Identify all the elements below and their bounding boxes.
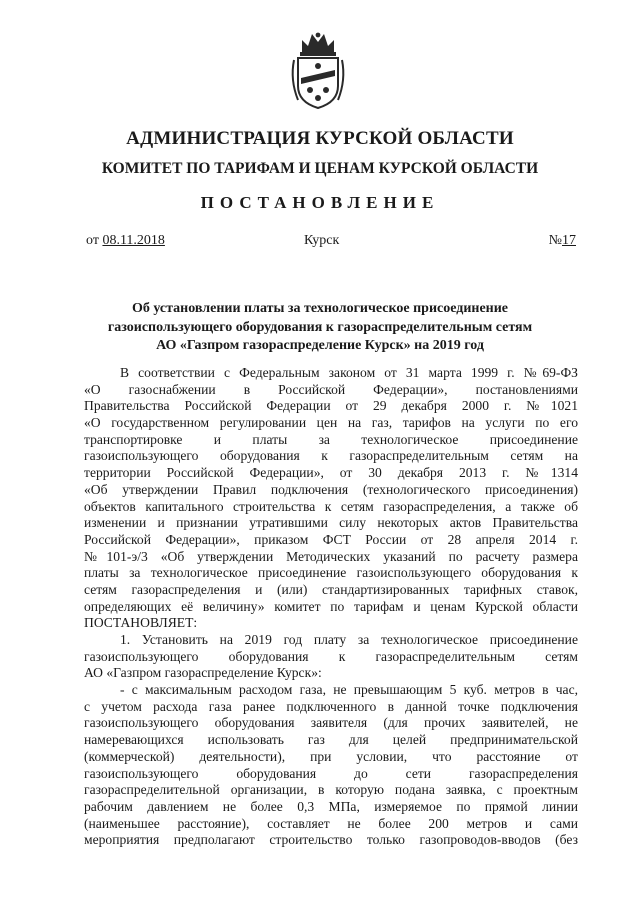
body-line: платы за технологическое присоединение газоиспользующего оборудования к: [84, 565, 578, 581]
body-line: газоиспользующего оборудования заявителя (для прочих заявителей, не: [84, 715, 578, 731]
body-line: (коммерческой) деятельности), при условии, что расстояние от: [84, 748, 578, 764]
body-line: газоиспользующего оборудования до сети газораспределения: [84, 765, 578, 781]
document-title: [60, 300, 580, 356]
document-city: Курск: [304, 233, 340, 248]
body-line: 1. Установить на 2019 год плату за технологическое присоединение: [120, 632, 578, 647]
body-line: ПОСТАНОВЛЯЕТ:: [84, 615, 198, 631]
body-line: - с максимальным расходом газа, не превышающим 5 куб. метров в час,: [120, 682, 578, 698]
body-line: изменении и признании утратившими силу некоторых актов Правительства: [84, 515, 578, 531]
body-line: №101-э/3 «Об утверждении Методических указаний по расчету размера: [84, 548, 578, 564]
body-line: В соответствии с Федеральным законом от 31 марта 1999 г. №69-ФЗ: [120, 365, 578, 380]
coat-of-arms-emblem: [288, 30, 348, 112]
body-line: объектов капитального строительства к сетям газораспределения, а также об: [84, 498, 578, 514]
body-line: Российской Федерации», приказом ФСТ России от 28 апреля 2014 г.: [84, 531, 578, 547]
body-line: территории Российской Федерации», от 30 декабря 2013 г. №1314: [84, 465, 578, 481]
body-line: газораспределительной организации, в которую подана заявка, с проектным: [84, 782, 578, 798]
body-line: транспортировке и платы за технологическое присоединение: [84, 431, 578, 447]
body-line: «О газоснабжении в Российской Федерации», постановлениями: [84, 381, 578, 397]
body-line: с учетом расхода газа ранее подключенного в данной точке подключения: [84, 698, 578, 714]
body-line: «О государственном регулировании цен на газ, тарифов на услуги по его: [84, 415, 578, 431]
body-line: намеревающихся использовать газ для целей предпринимательской: [84, 732, 578, 748]
body-line: определяющих её величину» комитет по тарифам и ценам Курской области: [84, 598, 578, 614]
body-line: «Об утверждении Правил подключения (технологического присоединения): [84, 481, 578, 497]
body-line: (наименьшее расстояние), составляет не более 200 метров и сами: [84, 815, 578, 831]
administration-name: АДМИНИСТРАЦИЯ КУРСКОЙ ОБЛАСТИ: [126, 128, 514, 149]
title-line: АО «Газпром газораспределение Курск» на 2019 год: [156, 338, 484, 353]
committee-name: КОМИТЕТ ПО ТАРИФАМ И ЦЕНАМ КУРСКОЙ ОБЛАСТИ: [101, 160, 539, 177]
document-date: от 08.11.2018: [86, 233, 165, 248]
document-number: №17: [548, 233, 576, 248]
body-line: мероприятия предполагают строительство только газопроводов-вводов (без: [84, 832, 578, 848]
document-type: ПОСТАНОВЛЕНИЕ: [200, 193, 440, 212]
title-line: газоиспользующего оборудования к газораспределительным сетям: [107, 319, 533, 335]
body-line: АО «Газпром газораспределение Курск»:: [84, 665, 322, 681]
body-line: газоиспользующего оборудования к газораспределительным сетям на: [84, 448, 578, 464]
body-line: сетям газораспределения и (или) стандартизированных тарифных ставок,: [84, 581, 578, 597]
body-line: газоиспользующего оборудования к газораспределительным сетям: [84, 648, 578, 664]
body-line: рабочим давлением не более 0,3 МПа, измеряемое по прямой линии: [84, 798, 578, 814]
title-line: Об установлении платы за технологическое присоединение: [131, 301, 509, 316]
body-line: Правительства Российской Федерации от 29 декабря 2000 г. №1021: [84, 398, 578, 414]
document-body: [84, 365, 578, 849]
